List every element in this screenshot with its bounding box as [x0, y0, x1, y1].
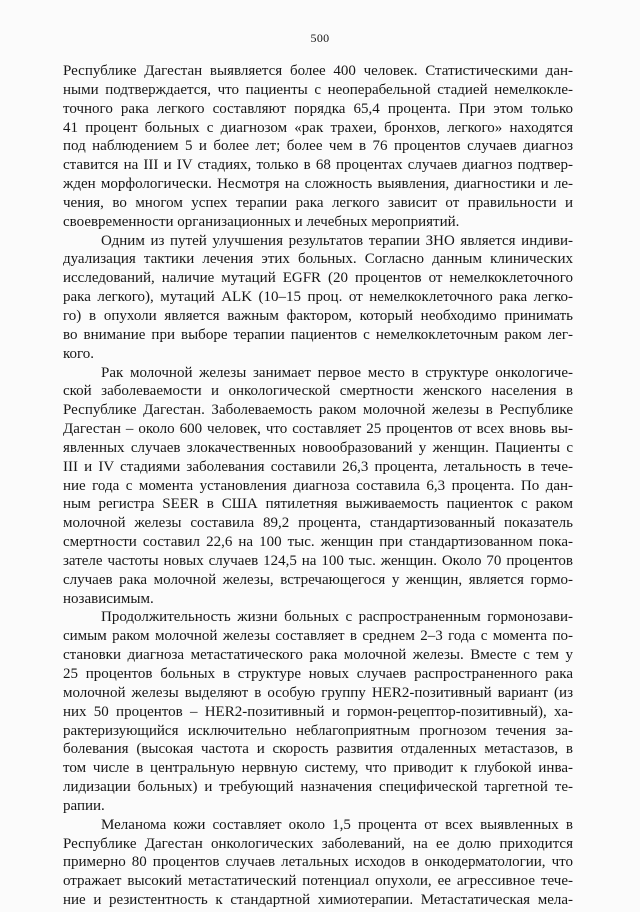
text-line: под наблюдением 5 и более лет; более чем в 76 процентов случаев диагноз — [63, 138, 573, 155]
text-line: болевания (высокая частота и скорость развития отдаленных метастазов, в — [63, 741, 573, 758]
text-line: том числе в центральную нервную систему, что приводит к глубокой инва- — [63, 760, 573, 777]
text-line: дуализация тактики лечения этих больных. Согласно данным клинических — [63, 251, 573, 268]
text-line: рака легкого), мутаций ALK (10–15 проц. от немелкоклеточного рака легко- — [63, 289, 573, 306]
text-line: ние года с момента установления диагноза составила 6,3 процента. По дан- — [63, 477, 573, 494]
text-line: Республике Дагестан онкологических заболеваний, на ее долю приходится — [63, 835, 573, 852]
text-line: исследований, наличие мутаций EGFR (20 процентов от немелкоклеточного — [63, 270, 573, 287]
text-line: отражает высокий метастатический потенциал опухоли, ее агрессивное тече- — [63, 873, 573, 890]
text-line: молочной железы составила 89,2 процента, стандартизованный показатель — [63, 515, 573, 532]
text-line: во внимание при выборе терапии пациентов с немелкоклеточным раком лег- — [63, 326, 573, 343]
page-number: 500 — [310, 31, 330, 45]
text-line: го) в опухоли является важным фактором, который необходимо принимать — [63, 307, 573, 324]
text-line: Продолжительность жизни больных с распространенным гормонозави- — [101, 609, 573, 626]
text-line: лидизации больных) и требующий назначения специфической таргетной те- — [63, 779, 573, 796]
text-line: Одним из путей улучшения результатов терапии ЗНО является индиви- — [101, 232, 573, 249]
text-line: рапии. — [63, 797, 105, 814]
text-line: чения, во многом успех терапии рака легкого зависит от правильности и — [63, 194, 573, 211]
text-line: примерно 80 процентов случаев летальных исходов в онкодерматологии, что — [63, 854, 573, 871]
text-line: молочной железы выделяют в особую группу HER2-позитивный вариант (из — [63, 684, 573, 701]
text-line: становки диагноза метастатического рака молочной железы. Вместе с тем у — [63, 647, 573, 664]
text-line: жден морфологически. Несмотря на сложность выявления, диагностики и ле- — [63, 176, 573, 193]
text-line: Меланома кожи составляет около 1,5 процента от всех выявленных в — [101, 816, 573, 833]
text-line: смертности составил 22,6 на 100 тыс. женщин при стандартизованном пока- — [63, 534, 573, 551]
text-line: ской заболеваемости и онкологической смертности женского населения в — [63, 383, 573, 400]
text-line: своевременности организационных и лечебных мероприятий. — [63, 213, 460, 230]
text-line: Рак молочной железы занимает первое место в структуре онкологиче- — [101, 364, 573, 381]
body-text — [63, 62, 573, 910]
text-line: 41 процент больных с диагнозом «рак трахеи, бронхов, легкого» находятся — [63, 119, 573, 136]
text-line: 25 процентов больных в структуре новых случаев распространенного рака — [63, 666, 573, 682]
text-line: ным регистра SEER в США пятилетняя выживаемость пациенток с раком — [63, 496, 573, 513]
text-line: Республике Дагестан выявляется более 400 человек. Статистическими дан- — [63, 63, 573, 79]
text-line: явленных случаев злокачественных новообразований у женщин. Пациенты с — [63, 439, 573, 456]
text-line: случаев рака молочной железы, встречающегося у женщин, является гормо- — [63, 571, 573, 588]
text-line: кого. — [63, 345, 95, 362]
text-line: ставится на III и IV стадиях, только в 68 процентах случаев диагноз подтвер- — [63, 157, 573, 174]
text-line: зателе частоты новых случаев 124,5 на 100 тыс. женщин. Около 70 процентов — [63, 552, 573, 569]
text-line: Республике Дагестан. Заболеваемость раком молочной железы в Республике — [63, 402, 573, 419]
text-line: ными подтверждается, что пациенты с неоперабельной стадией немелкокле- — [63, 81, 573, 98]
text-line: III и IV стадиями заболевания составили 26,3 процента, летальность в тече- — [63, 458, 573, 475]
text-line: нозависимым. — [63, 590, 154, 607]
text-line: симым раком молочной железы составляет в среднем 2–3 года с момента по- — [63, 628, 573, 645]
text-line: точного рака легкого составляют порядка 65,4 процента. При этом только — [63, 100, 573, 117]
text-line: них 50 процентов – HER2-позитивный и гормон-рецептор-позитивный), ха- — [63, 703, 573, 720]
text-line: ние и резистентность к стандартной химиотерапии. Метастатическая мела- — [63, 892, 573, 909]
text-line: рактеризующийся исключительно неблагоприятным прогнозом течения за- — [63, 722, 573, 739]
text-line: Дагестан – около 600 человек, что составляет 25 процентов от всех вновь вы- — [63, 421, 573, 438]
